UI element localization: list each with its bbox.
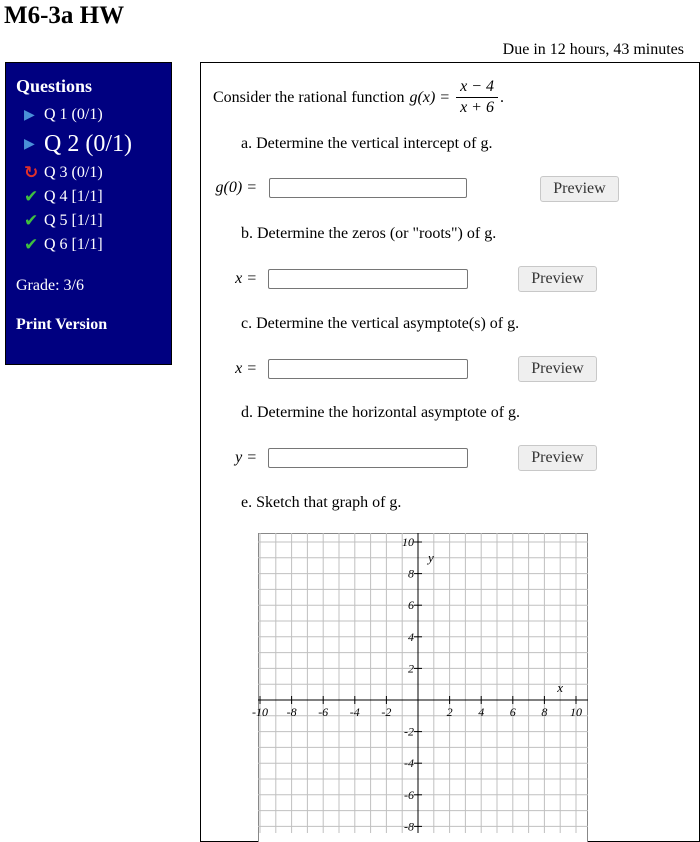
y-tick-label: 8 bbox=[408, 567, 414, 581]
x-tick-label: -2 bbox=[381, 705, 391, 719]
preview-button-a[interactable]: Preview bbox=[540, 176, 619, 202]
preview-button-b[interactable]: Preview bbox=[518, 266, 597, 292]
question-label[interactable]: Q 2 (0/1) bbox=[44, 131, 132, 158]
x-axis-label: x bbox=[556, 680, 563, 695]
x-tick-label: 2 bbox=[447, 705, 453, 719]
x-tick-label: -10 bbox=[252, 705, 268, 719]
part-a-input[interactable] bbox=[269, 178, 467, 198]
question-panel bbox=[200, 62, 700, 842]
part-c-answer-row bbox=[213, 359, 468, 379]
question-link-6[interactable] bbox=[24, 233, 132, 257]
due-date-text: Due in 12 hours, 43 minutes bbox=[503, 41, 684, 59]
check-icon: ✔ bbox=[24, 211, 44, 231]
part-c-label: x = bbox=[227, 360, 257, 378]
part-d-label: y = bbox=[227, 449, 257, 467]
x-tick-label: -8 bbox=[287, 705, 297, 719]
part-a-label: g(0) = bbox=[213, 179, 257, 197]
part-a-text: a. Determine the vertical intercept of g. bbox=[241, 135, 492, 153]
part-b-label: x = bbox=[227, 270, 257, 288]
part-b-input[interactable] bbox=[268, 269, 468, 289]
questions-sidebar bbox=[5, 62, 172, 365]
part-d-answer-row bbox=[213, 448, 468, 468]
question-label[interactable]: Q 3 (0/1) bbox=[44, 164, 103, 182]
x-tick-label: 6 bbox=[510, 705, 516, 719]
x-tick-label: 10 bbox=[570, 705, 582, 719]
question-label[interactable]: Q 4 [1/1] bbox=[44, 188, 103, 206]
question-list bbox=[24, 103, 132, 257]
print-version-link[interactable]: Print Version bbox=[16, 316, 107, 334]
question-label[interactable]: Q 5 [1/1] bbox=[44, 212, 103, 230]
function-lhs: g(x) = bbox=[410, 89, 451, 107]
y-tick-label: 6 bbox=[408, 598, 414, 612]
question-prompt bbox=[213, 78, 504, 117]
part-e-text: e. Sketch that graph of g. bbox=[241, 494, 401, 512]
part-d-input[interactable] bbox=[268, 448, 468, 468]
denominator: x + 6 bbox=[456, 98, 498, 117]
question-link-4[interactable] bbox=[24, 185, 132, 209]
question-label[interactable]: Q 6 [1/1] bbox=[44, 236, 103, 254]
grade-text: Grade: 3/6 bbox=[16, 277, 84, 295]
question-link-1[interactable] bbox=[24, 103, 132, 127]
x-tick-label: 4 bbox=[478, 705, 484, 719]
y-tick-label: -2 bbox=[404, 725, 414, 739]
y-tick-label: 2 bbox=[408, 661, 414, 675]
part-c-input[interactable] bbox=[268, 359, 468, 379]
questions-heading: Questions bbox=[16, 76, 92, 97]
question-label[interactable]: Q 1 (0/1) bbox=[44, 106, 103, 124]
check-icon: ✔ bbox=[24, 187, 44, 207]
question-link-5[interactable] bbox=[24, 209, 132, 233]
part-b-answer-row bbox=[213, 269, 468, 289]
y-axis-label: y bbox=[426, 550, 434, 565]
y-tick-label: -8 bbox=[404, 819, 414, 833]
x-tick-label: -6 bbox=[318, 705, 328, 719]
question-link-3[interactable] bbox=[24, 161, 132, 185]
arrow-icon: ▶ bbox=[24, 107, 44, 124]
part-d-text: d. Determine the horizontal asymptote of g. bbox=[241, 404, 520, 422]
part-a-answer-row bbox=[213, 178, 467, 198]
part-c-text: c. Determine the vertical asymptote(s) of g. bbox=[241, 315, 519, 333]
retry-icon: ↻ bbox=[24, 163, 44, 183]
x-tick-label: 8 bbox=[541, 705, 547, 719]
graph-canvas[interactable] bbox=[258, 533, 588, 833]
x-tick-label: -4 bbox=[350, 705, 360, 719]
rational-fraction bbox=[456, 78, 498, 117]
page-title: M6-3a HW bbox=[4, 2, 124, 30]
y-tick-label: -4 bbox=[404, 756, 414, 770]
part-b-text: b. Determine the zeros (or "roots") of g. bbox=[241, 225, 496, 243]
y-tick-label: 4 bbox=[408, 630, 414, 644]
y-tick-label: 10 bbox=[402, 535, 414, 549]
numerator: x − 4 bbox=[456, 78, 498, 98]
check-icon: ✔ bbox=[24, 235, 44, 255]
preview-button-d[interactable]: Preview bbox=[518, 445, 597, 471]
prompt-text: Consider the rational function bbox=[213, 89, 405, 107]
arrow-icon: ▶ bbox=[24, 136, 44, 153]
question-link-2-current[interactable] bbox=[24, 127, 132, 161]
preview-button-c[interactable]: Preview bbox=[518, 356, 597, 382]
y-tick-label: -6 bbox=[404, 788, 414, 802]
prompt-period: . bbox=[500, 89, 504, 107]
